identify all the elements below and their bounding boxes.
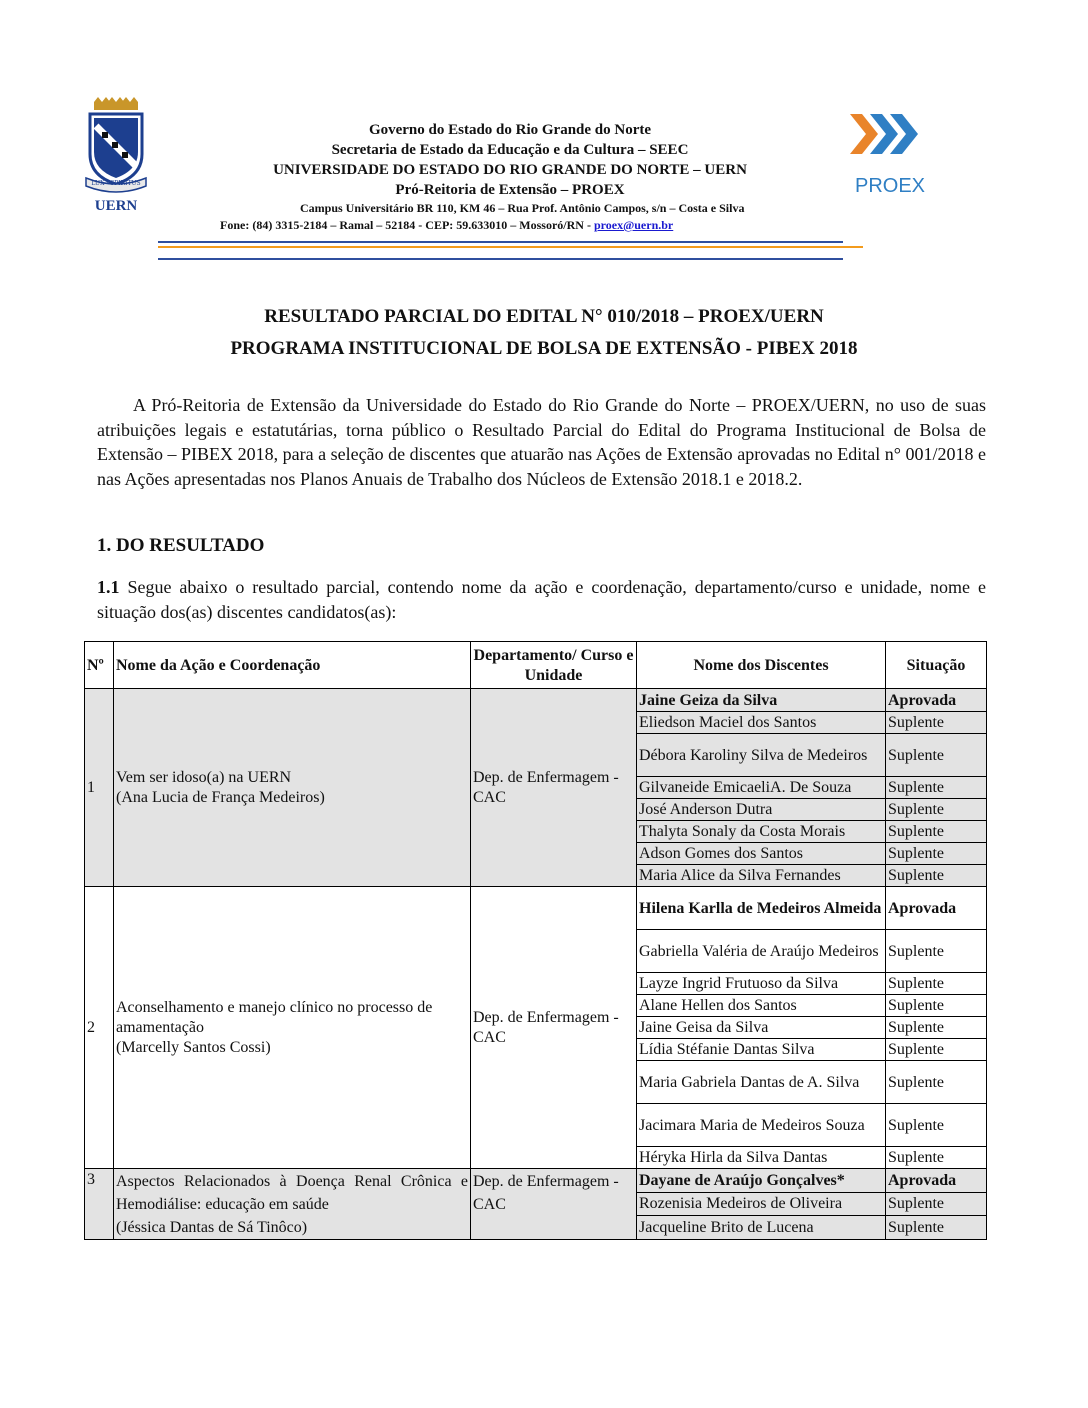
header-contact xyxy=(160,217,860,234)
subsection-paragraph xyxy=(97,575,986,624)
action-title: Vem ser idoso(a) na UERN xyxy=(116,769,292,786)
action-dept: Dep. de Enfermagem - CAC xyxy=(471,689,637,887)
action-number: 2 xyxy=(85,887,114,1169)
action-coordinator: (Ana Lucia de França Medeiros) xyxy=(116,789,325,806)
institution-header xyxy=(160,120,860,234)
student-status: Suplente xyxy=(886,973,987,995)
proex-logo-text: PROEX xyxy=(854,175,926,197)
action-cell xyxy=(114,887,471,1169)
proex-logo xyxy=(848,100,934,200)
action-number: 3 xyxy=(85,1169,114,1240)
action-dept: Dep. de Enfermagem - CAC xyxy=(471,887,637,1169)
subsection-text: Segue abaixo o resultado parcial, contendo nome da ação e coordenação, departamento/curso e unidade, nome e situação dos(as) discentes candidatos(as): xyxy=(97,577,986,622)
action-dept: Dep. de Enfermagem - CAC xyxy=(471,1169,637,1240)
student-status: Suplente xyxy=(886,1104,987,1147)
student-name: Maria Alice da Silva Fernandes xyxy=(637,865,886,887)
student-name: Alane Hellen dos Santos xyxy=(637,995,886,1017)
table-row xyxy=(85,887,987,930)
student-name: Layze Ingrid Frutuoso da Silva xyxy=(637,973,886,995)
table-row xyxy=(85,689,987,712)
header-rule-blue-top xyxy=(158,241,843,243)
student-status: Suplente xyxy=(886,734,987,777)
action-coordinator: (Marcelly Santos Cossi) xyxy=(116,1039,271,1056)
header-rule-orange xyxy=(158,246,863,248)
student-status: Suplente xyxy=(886,1192,987,1216)
student-name: Eliedson Maciel dos Santos xyxy=(637,712,886,734)
student-name: Maria Gabriela Dantas de A. Silva xyxy=(637,1061,886,1104)
header-line-3: UNIVERSIDADE DO ESTADO DO RIO GRANDE DO NORTE – UERN xyxy=(273,162,747,178)
header-line-1: Governo do Estado do Rio Grande do Norte xyxy=(368,122,652,138)
student-name: Jaine Geisa da Silva xyxy=(637,1017,886,1039)
student-status: Suplente xyxy=(886,865,987,887)
table-row xyxy=(85,1169,987,1193)
header-dept: Departamento/ Curso e Unidade xyxy=(471,642,637,689)
header-line-4: Pró-Reitoria de Extensão – PROEX xyxy=(395,182,625,198)
student-status: Aprovada xyxy=(886,887,987,930)
header-action: Nome da Ação e Coordenação xyxy=(114,642,471,689)
uern-logo-text: UERN xyxy=(94,198,138,214)
student-name: Dayane de Araújo Gonçalves* xyxy=(637,1169,886,1193)
table-header-row xyxy=(85,642,987,689)
student-name: Jacqueline Brito de Lucena xyxy=(637,1216,886,1240)
student-status: Aprovada xyxy=(886,1169,987,1193)
section-heading: 1. DO RESULTADO xyxy=(97,535,265,556)
header-address: Campus Universitário BR 110, KM 46 – Rua Prof. Antônio Campos, s/n – Costa e Silva xyxy=(300,201,745,215)
header-contact-text: Fone: (84) 3315-2184 – Ramal – 52184 - CEP: 59.633010 – Mossoró/RN - xyxy=(220,218,594,232)
student-status: Suplente xyxy=(886,995,987,1017)
header-rule-blue-bottom xyxy=(158,258,843,260)
student-status: Aprovada xyxy=(886,689,987,712)
uern-crest-logo xyxy=(80,96,152,216)
student-name: Héryka Hirla da Silva Dantas xyxy=(637,1147,886,1169)
results-table xyxy=(84,641,987,1240)
student-name: Gabriella Valéria de Araújo Medeiros xyxy=(637,930,886,973)
student-name: Débora Karoliny Silva de Medeiros xyxy=(637,734,886,777)
action-title: Aconselhamento e manejo clínico no processo de amamentação xyxy=(116,999,433,1036)
header-students: Nome dos Discentes xyxy=(637,642,886,689)
student-status: Suplente xyxy=(886,1017,987,1039)
student-status: Suplente xyxy=(886,930,987,973)
student-status: Suplente xyxy=(886,777,987,799)
student-status: Suplente xyxy=(886,1061,987,1104)
email-link[interactable]: proex@uern.br xyxy=(593,218,674,232)
student-status: Suplente xyxy=(886,1039,987,1061)
student-name: Gilvaneide EmicaeliA. De Souza xyxy=(637,777,886,799)
student-status: Suplente xyxy=(886,799,987,821)
svg-text:LUX · SPIRITUS: LUX · SPIRITUS xyxy=(91,180,141,187)
action-title: Aspectos Relacionados à Doença Renal Crônica e Hemodiálise: educação em saúde xyxy=(116,1173,468,1213)
document-title: RESULTADO PARCIAL DO EDITAL N° 010/2018 – PROEX/UERN xyxy=(264,306,824,327)
student-name: Lídia Stéfanie Dantas Silva xyxy=(637,1039,886,1061)
student-status: Suplente xyxy=(886,843,987,865)
intro-paragraph xyxy=(97,393,986,491)
student-name: José Anderson Dutra xyxy=(637,799,886,821)
student-status: Suplente xyxy=(886,821,987,843)
action-cell xyxy=(114,689,471,887)
student-status: Suplente xyxy=(886,1147,987,1169)
header-num: Nº xyxy=(85,642,114,689)
student-status: Suplente xyxy=(886,712,987,734)
subsection-number: 1.1 xyxy=(97,577,120,597)
student-status: Suplente xyxy=(886,1216,987,1240)
document-subtitle: PROGRAMA INSTITUCIONAL DE BOLSA DE EXTENSÃO - PIBEX 2018 xyxy=(230,338,858,359)
student-name: Hilena Karlla de Medeiros Almeida xyxy=(637,887,886,930)
action-cell xyxy=(114,1169,471,1240)
intro-text: A Pró-Reitoria de Extensão da Universidade do Estado do Rio Grande do Norte – PROEX/UERN, no uso de suas atribuições legais e estatutárias, torna público o Resultado Parcial do Edital do Programa Institucional de Bolsa de Extensão – PIBEX 2018, para a seleção de discentes que atuarão nas Ações de Extensão aprovadas no Edital n° 001/2018 e nas Ações apresentadas nos Planos Anuais de Trabalho dos Núcleos de Extensão 2018.1 e 2018.2. xyxy=(97,395,986,489)
student-name: Jacimara Maria de Medeiros Souza xyxy=(637,1104,886,1147)
student-name: Rozenisia Medeiros de Oliveira xyxy=(637,1192,886,1216)
student-name: Jaine Geiza da Silva xyxy=(637,689,886,712)
student-name: Adson Gomes dos Santos xyxy=(637,843,886,865)
header-line-2: Secretaria de Estado da Educação e da Cultura – SEEC xyxy=(331,142,689,158)
student-name: Thalyta Sonaly da Costa Morais xyxy=(637,821,886,843)
action-number: 1 xyxy=(85,689,114,887)
header-status: Situação xyxy=(886,642,987,689)
action-coordinator: (Jéssica Dantas de Sá Tinôco) xyxy=(116,1219,308,1236)
